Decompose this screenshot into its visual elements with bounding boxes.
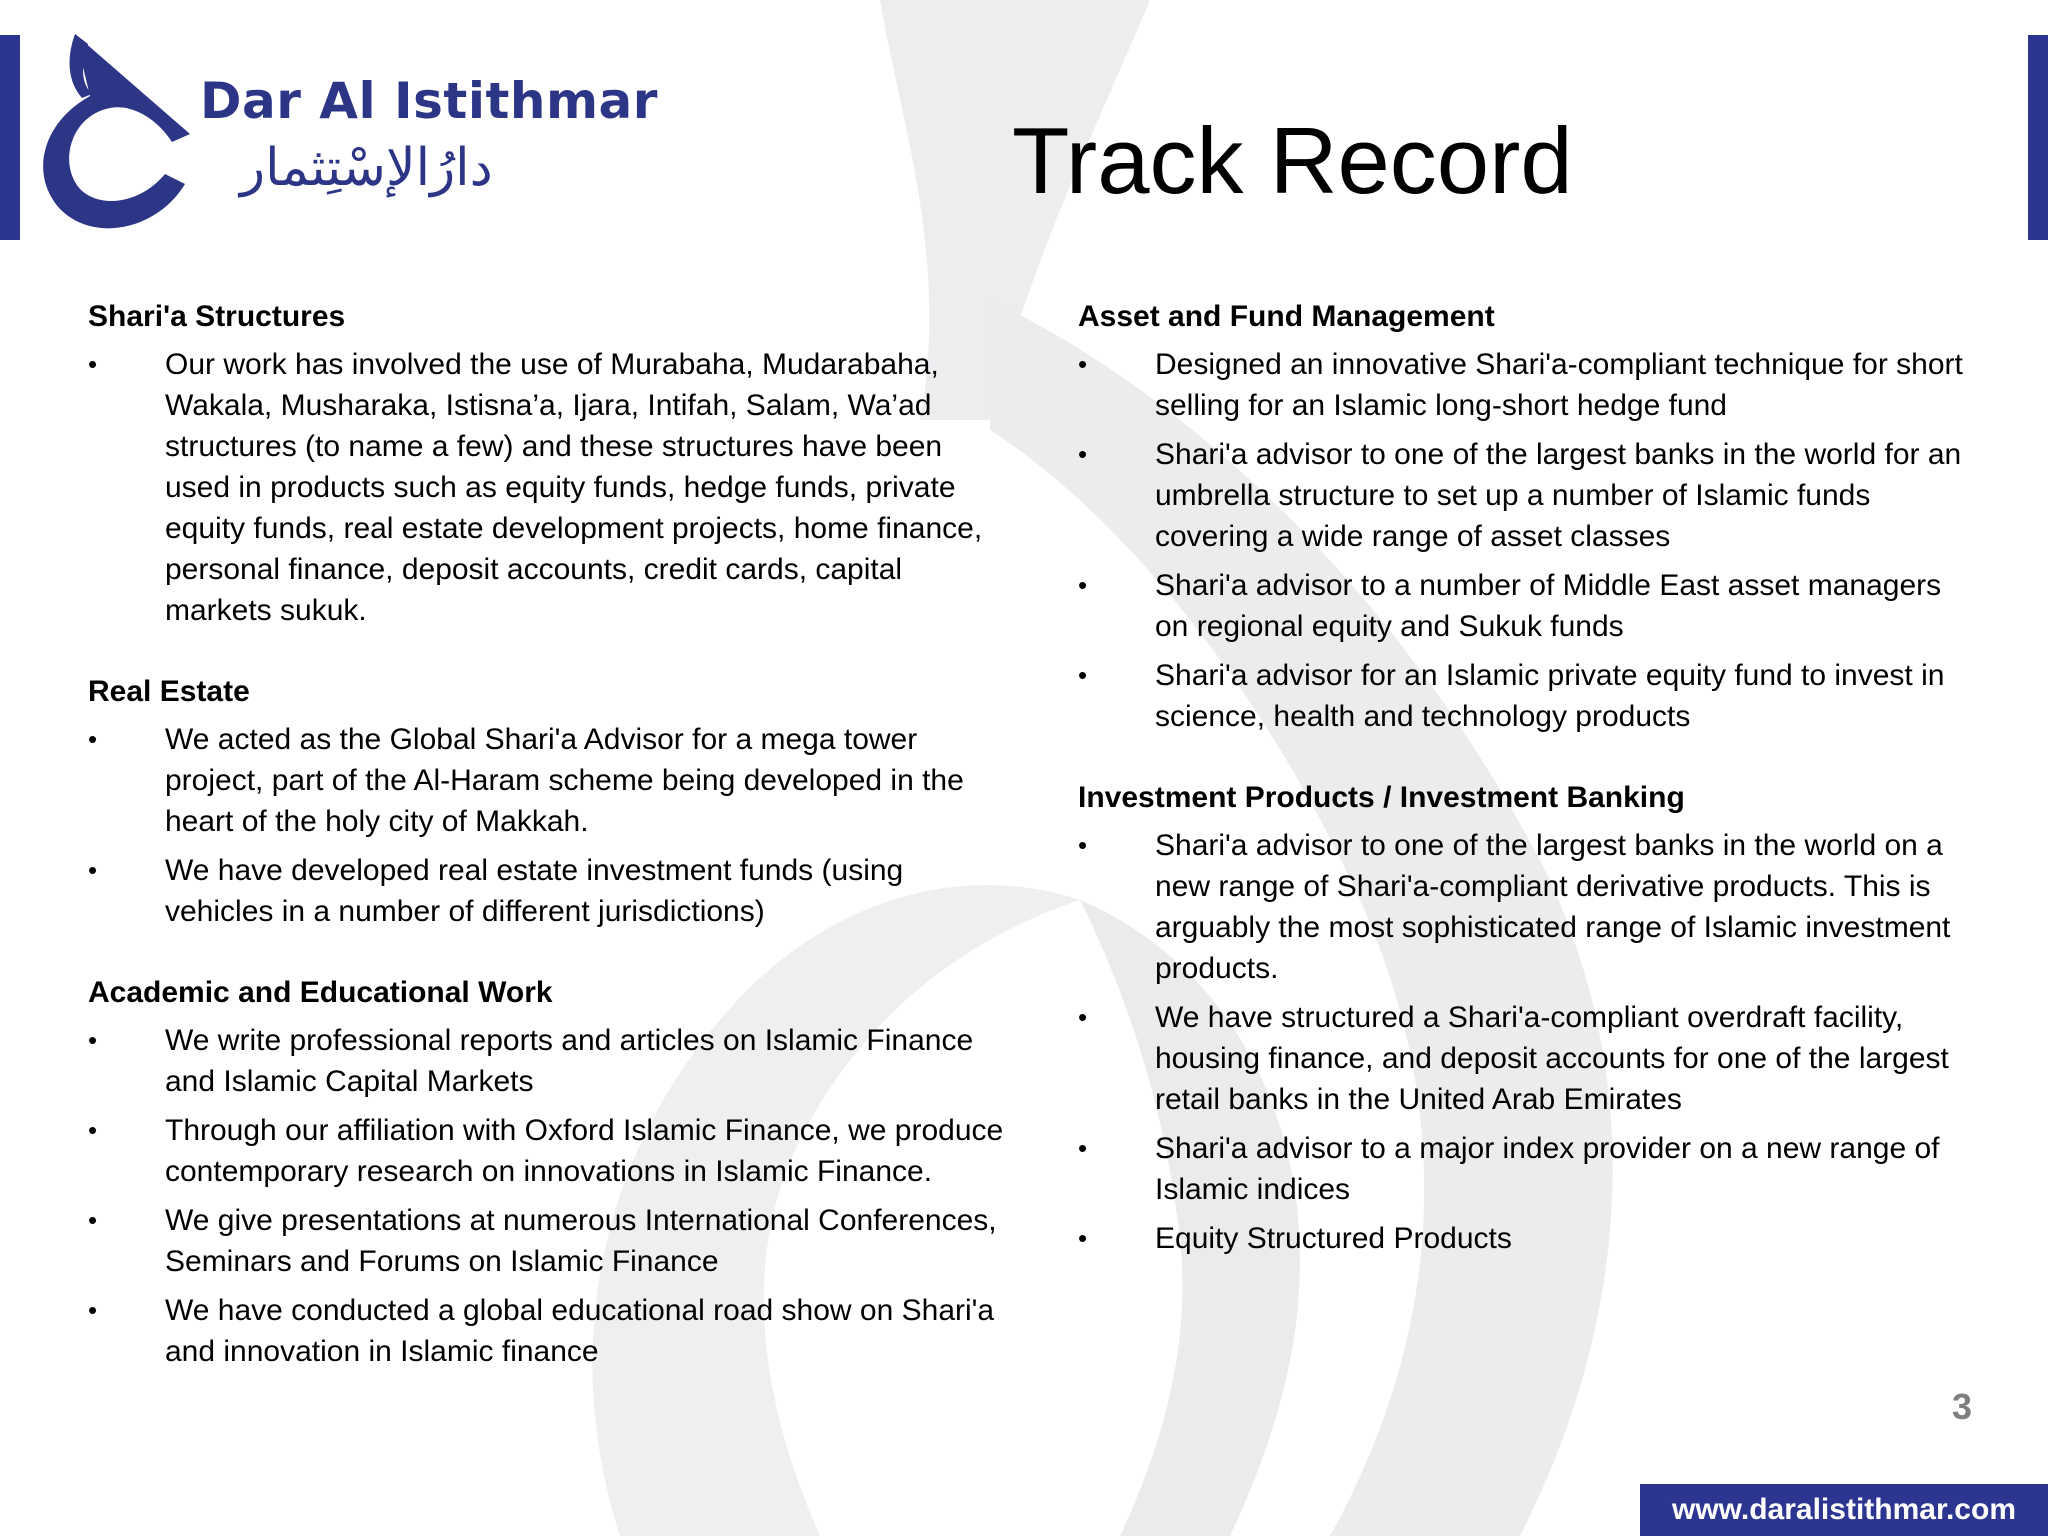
list-item-text: We write professional reports and articles on Islamic Finance and Islamic Capital Markets <box>165 1024 974 1098</box>
bullet-icon: • <box>1078 439 1088 469</box>
list-item <box>1078 825 1978 989</box>
bullet-icon: • <box>1078 660 1088 690</box>
footer-bar <box>1640 1484 2048 1536</box>
bullet-icon: • <box>1078 1223 1088 1253</box>
logo-name-arabic: دارُالإسْتِثمار <box>240 138 493 198</box>
list-item-text: Shari'a advisor to one of the largest banks in the world for an umbrella structure to set up a number of Islamic funds covering a wide range of asset classes <box>1155 438 1962 553</box>
list-item-text: Shari'a advisor to a number of Middle East asset managers on regional equity and Sukuk funds <box>1155 569 1942 643</box>
section-heading: Shari'a Structures <box>88 300 346 333</box>
right-edge-accent <box>2028 35 2048 240</box>
section-heading: Investment Products / Investment Banking <box>1078 781 1685 814</box>
bullet-icon: • <box>88 855 98 885</box>
list-item <box>88 1200 1008 1282</box>
list-item-text: We have developed real estate investment funds (using vehicles in a number of different jurisdictions) <box>165 854 904 928</box>
company-logo <box>40 34 658 244</box>
list-item-text: Our work has involved the use of Murabaha, Mudarabaha, Wakala, Musharaka, Istisna’a, Ijara, Intifah, Salam, Wa’ad structures (to name a few) and these structures have been used in products such as equity funds, hedge funds, private equity funds, real estate development projects, home finance, personal finance, deposit accounts, credit cards, capital markets sukuk. <box>165 348 983 627</box>
logo-mark-icon <box>40 34 220 239</box>
bullet-icon: • <box>1078 570 1088 600</box>
list-item-text: Shari'a advisor to one of the largest banks in the world on a new range of Shari'a-compliant derivative products. This is arguably the most sophisticated range of Islamic investment products. <box>1155 829 1951 985</box>
list-item <box>88 719 1008 842</box>
bullet-icon: • <box>88 724 98 754</box>
section-heading: Academic and Educational Work <box>88 976 553 1009</box>
bullet-list <box>88 344 1008 631</box>
page-number: 3 <box>1952 1386 1973 1427</box>
section-asset-fund-management <box>1078 296 1978 737</box>
bullet-icon: • <box>1078 349 1088 379</box>
list-item-text: We have structured a Shari'a-compliant overdraft facility, housing finance, and deposit accounts for one of the largest retail banks in the United Arab Emirates <box>1155 1001 1949 1116</box>
section-real-estate <box>88 671 1008 932</box>
section-sharia-structures <box>88 296 1008 631</box>
left-edge-accent <box>0 35 20 240</box>
list-item <box>1078 1128 1978 1210</box>
list-item <box>88 1110 1008 1192</box>
list-item-text: Designed an innovative Shari'a-compliant technique for short selling for an Islamic long-short hedge fund <box>1155 348 1963 422</box>
section-academic-work <box>88 972 1008 1372</box>
website-link[interactable]: www.daralistithmar.com <box>1672 1493 2016 1526</box>
list-item-text: We acted as the Global Shari'a Advisor for a mega tower project, part of the Al-Haram scheme being developed in the heart of the holy city of Makkah. <box>165 723 964 838</box>
list-item <box>88 1020 1008 1102</box>
bullet-list <box>1078 825 1978 1259</box>
slide-title: Track Record <box>1012 108 1573 213</box>
list-item <box>88 344 1008 631</box>
right-column <box>1078 296 1978 1299</box>
bullet-list <box>1078 344 1978 737</box>
left-column <box>88 296 1008 1412</box>
list-item <box>1078 997 1978 1120</box>
list-item-text: Shari'a advisor for an Islamic private equity fund to invest in science, health and technology products <box>1155 659 1945 733</box>
bullet-icon: • <box>88 1025 98 1055</box>
bullet-icon: • <box>1078 830 1088 860</box>
list-item <box>1078 655 1978 737</box>
bullet-icon: • <box>88 1295 98 1325</box>
list-item <box>88 1290 1008 1372</box>
bullet-icon: • <box>88 349 98 379</box>
bullet-icon: • <box>88 1205 98 1235</box>
section-heading: Asset and Fund Management <box>1078 300 1495 333</box>
bullet-icon: • <box>88 1115 98 1145</box>
list-item-text: Through our affiliation with Oxford Islamic Finance, we produce contemporary research on innovations in Islamic Finance. <box>165 1114 1004 1188</box>
list-item <box>1078 344 1978 426</box>
bullet-list <box>88 1020 1008 1372</box>
list-item <box>1078 1218 1978 1259</box>
list-item-text: Equity Structured Products <box>1155 1222 1512 1255</box>
list-item <box>88 850 1008 932</box>
list-item-text: We give presentations at numerous International Conferences, Seminars and Forums on Islamic Finance <box>165 1204 997 1278</box>
list-item <box>1078 565 1978 647</box>
logo-name-english: Dar Al Istithmar <box>200 72 658 130</box>
list-item-text: Shari'a advisor to a major index provider on a new range of Islamic indices <box>1155 1132 1940 1206</box>
list-item <box>1078 434 1978 557</box>
bullet-list <box>88 719 1008 932</box>
bullet-icon: • <box>1078 1002 1088 1032</box>
section-investment-products <box>1078 777 1978 1259</box>
bullet-icon: • <box>1078 1133 1088 1163</box>
list-item-text: We have conducted a global educational road show on Shari'a and innovation in Islamic finance <box>165 1294 995 1368</box>
section-heading: Real Estate <box>88 675 250 708</box>
